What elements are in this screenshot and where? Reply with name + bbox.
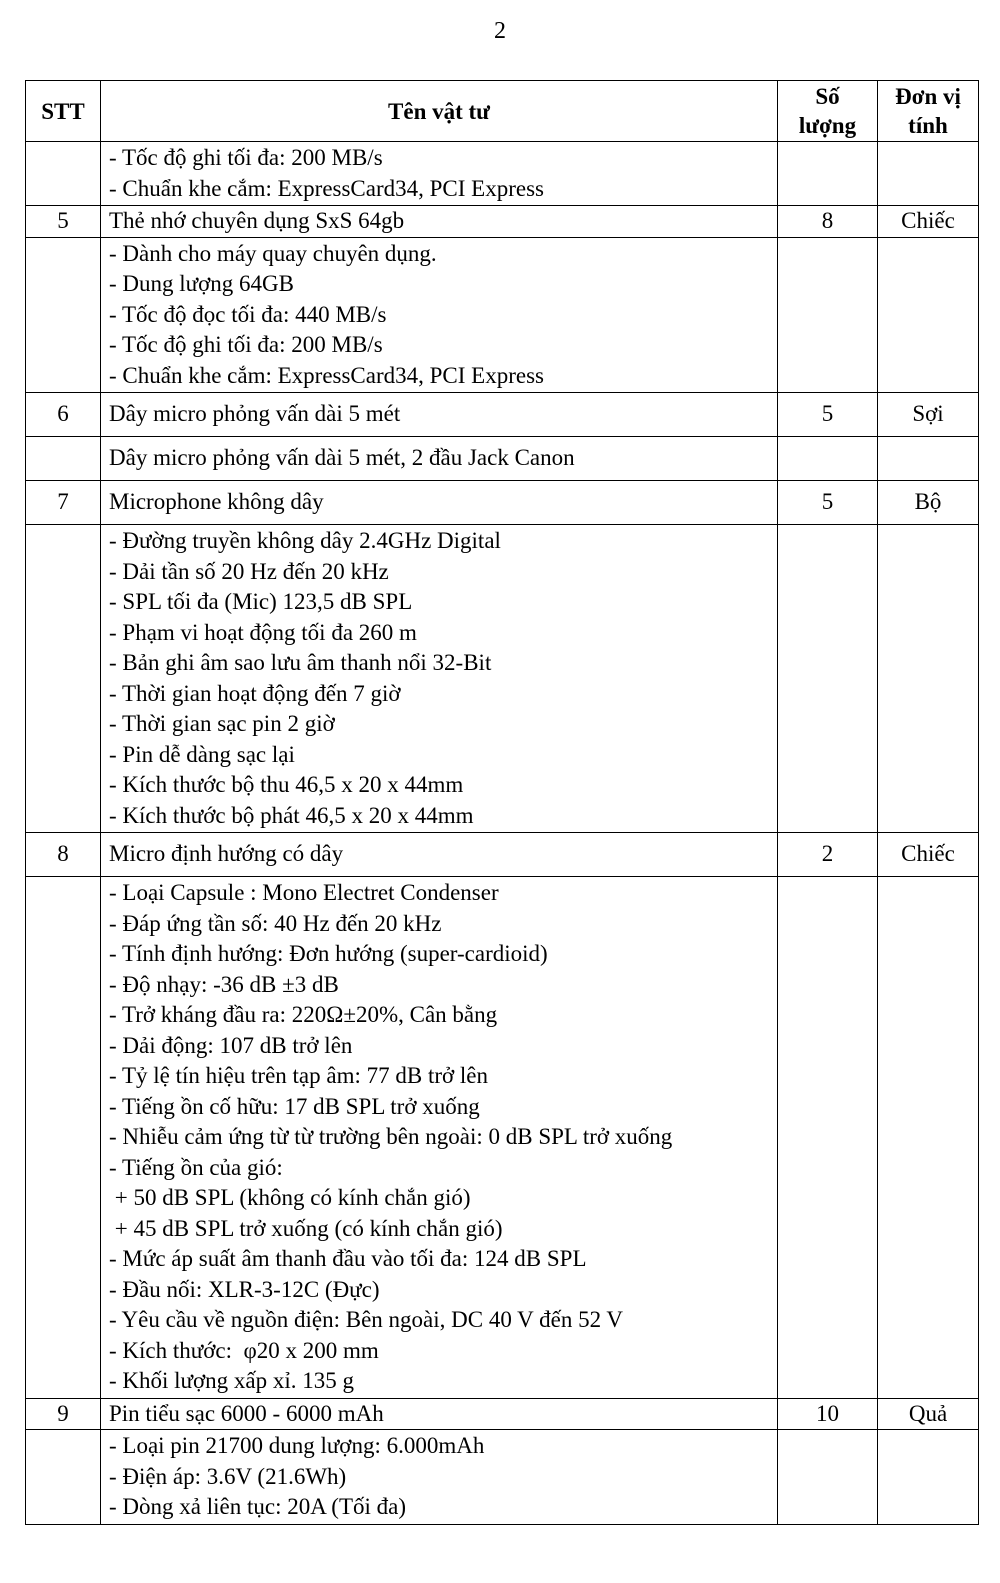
spec-stt-cell <box>26 525 101 833</box>
header-unit <box>878 81 979 142</box>
spec-line: - Tỷ lệ tín hiệu trên tạp âm: 77 dB trở lên <box>109 1063 489 1088</box>
table-body <box>26 142 979 1525</box>
spec-line: - Kích thước: φ20 x 200 mm <box>109 1337 379 1363</box>
spec-line: - Tiếng ồn của gió: <box>109 1154 283 1180</box>
spec-line: - Tốc độ ghi tối đa: 200 MB/s <box>109 332 383 357</box>
item-row <box>26 833 979 877</box>
spec-line: + 50 dB SPL (không có kính chắn gió) <box>109 1185 471 1210</box>
header-qty-line1: Số <box>815 84 840 109</box>
item-unit: Sợi <box>878 393 979 437</box>
spec-qty-cell <box>778 525 878 833</box>
spec-stt-cell <box>26 437 101 481</box>
spec-line: - Nhiễu cảm ứng từ từ trường bên ngoài: 0 dB SPL trở xuống <box>109 1124 673 1149</box>
spec-cell <box>101 525 778 833</box>
item-stt: 6 <box>26 393 101 437</box>
spec-row <box>26 237 979 393</box>
spec-line: - Kích thước bộ thu 46,5 x 20 x 44mm <box>109 772 464 797</box>
spec-unit-cell <box>878 437 979 481</box>
spec-qty-cell <box>778 237 878 393</box>
spec-qty-cell <box>778 437 878 481</box>
spec-line: - Thời gian sạc pin 2 giờ <box>109 711 335 736</box>
item-quantity: 5 <box>778 481 878 525</box>
spec-row <box>26 1430 979 1525</box>
spec-line: - Tính định hướng: Đơn hướng (super-cardioid) <box>109 941 548 966</box>
spec-line: - Đầu nối: XLR-3-12C (Đực) <box>109 1276 380 1302</box>
spec-line: - Loại pin 21700 dung lượng: 6.000mAh <box>109 1433 485 1458</box>
item-quantity: 2 <box>778 833 878 877</box>
spec-line: - Điện áp: 3.6V (21.6Wh) <box>109 1463 347 1489</box>
spec-stt-cell <box>26 1430 101 1525</box>
spec-line: - Dải tần số 20 Hz đến 20 kHz <box>109 558 389 584</box>
spec-unit-cell <box>878 525 979 833</box>
item-unit: Bộ <box>878 481 979 525</box>
spec-line: - Bản ghi âm sao lưu âm thanh nổi 32-Bit <box>109 650 492 675</box>
item-row <box>26 1398 979 1430</box>
item-quantity: 10 <box>778 1398 878 1430</box>
spec-line: Dây micro phỏng vấn dài 5 mét, 2 đầu Jack Canon <box>109 445 575 471</box>
spec-line: - Đường truyền không dây 2.4GHz Digital <box>109 528 501 553</box>
item-unit: Chiếc <box>878 206 979 238</box>
item-name: Microphone không dây <box>101 481 778 525</box>
spec-unit-cell <box>878 142 979 206</box>
spec-line: - Trở kháng đầu ra: 220Ω±20%, Cân bằng <box>109 1002 498 1027</box>
spec-line: - Khối lượng xấp xỉ. 135 g <box>109 1368 355 1393</box>
spec-stt-cell <box>26 142 101 206</box>
spec-row <box>26 877 979 1399</box>
item-name: Micro định hướng có dây <box>101 833 778 877</box>
spec-line: - Chuẩn khe cắm: ExpressCard34, PCI Express <box>109 175 545 201</box>
spec-row <box>26 525 979 833</box>
spec-line: - Độ nhạy: -36 dB ±3 dB <box>109 971 339 997</box>
spec-unit-cell <box>878 1430 979 1525</box>
item-stt: 5 <box>26 206 101 238</box>
item-unit: Quả <box>878 1398 979 1430</box>
spec-line: - Tốc độ đọc tối đa: 440 MB/s <box>109 301 387 327</box>
spec-line: - Tốc độ ghi tối đa: 200 MB/s <box>109 145 383 170</box>
continued-spec-cell <box>101 142 778 206</box>
spec-stt-cell <box>26 877 101 1399</box>
goods-table <box>25 80 979 1525</box>
item-name: Pin tiểu sạc 6000 - 6000 mAh <box>101 1398 778 1430</box>
spec-stt-cell <box>26 237 101 393</box>
spec-cell <box>101 237 778 393</box>
continued-spec-row <box>26 142 979 206</box>
spec-line: - Dòng xả liên tục: 20A (Tối đa) <box>109 1494 407 1519</box>
item-quantity: 5 <box>778 393 878 437</box>
header-unit-line2: tính <box>908 113 948 138</box>
item-quantity: 8 <box>778 206 878 238</box>
spec-line: + 45 dB SPL trở xuống (có kính chắn gió) <box>109 1215 503 1241</box>
header-unit-line1: Đơn vị <box>895 84 961 109</box>
item-row <box>26 481 979 525</box>
header-name: Tên vật tư <box>101 81 778 142</box>
item-name: Thẻ nhớ chuyên dụng SxS 64gb <box>101 206 778 238</box>
header-qty-line2: lượng <box>798 113 857 138</box>
spec-line: - SPL tối đa (Mic) 123,5 dB SPL <box>109 589 413 614</box>
spec-line: - Dải động: 107 dB trở lên <box>109 1032 353 1058</box>
item-name: Dây micro phỏng vấn dài 5 mét <box>101 393 778 437</box>
table-header-row <box>26 81 979 142</box>
spec-line: - Đáp ứng tần số: 40 Hz đến 20 kHz <box>109 910 442 936</box>
spec-cell <box>101 1430 778 1525</box>
item-row <box>26 393 979 437</box>
spec-qty-cell <box>778 877 878 1399</box>
spec-unit-cell <box>878 237 979 393</box>
item-stt: 7 <box>26 481 101 525</box>
spec-qty-cell <box>778 142 878 206</box>
spec-line: - Tiếng ồn cố hữu: 17 dB SPL trở xuống <box>109 1093 480 1119</box>
spec-qty-cell <box>778 1430 878 1525</box>
item-row <box>26 206 979 238</box>
spec-line: - Yêu cầu về nguồn điện: Bên ngoài, DC 40 V đến 52 V <box>109 1307 624 1332</box>
spec-line: - Thời gian hoạt động đến 7 giờ <box>109 680 401 706</box>
spec-line: - Dành cho máy quay chuyên dụng. <box>109 240 437 266</box>
spec-cell <box>101 877 778 1399</box>
spec-line: - Loại Capsule : Mono Electret Condenser <box>109 880 499 905</box>
page-number: 2 <box>494 18 506 44</box>
spec-line: - Dung lượng 64GB <box>109 271 294 296</box>
spec-line: - Phạm vi hoạt động tối đa 260 m <box>109 619 417 645</box>
header-qty <box>778 81 878 142</box>
header-stt: STT <box>26 81 101 142</box>
spec-line: - Chuẩn khe cắm: ExpressCard34, PCI Express <box>109 362 545 388</box>
item-stt: 9 <box>26 1398 101 1430</box>
spec-row <box>26 437 979 481</box>
spec-line: - Mức áp suất âm thanh đầu vào tối đa: 124 dB SPL <box>109 1246 587 1271</box>
spec-unit-cell <box>878 877 979 1399</box>
spec-line: - Kích thước bộ phát 46,5 x 20 x 44mm <box>109 802 474 828</box>
item-unit: Chiếc <box>878 833 979 877</box>
spec-cell <box>101 437 778 481</box>
spec-line: - Pin dễ dàng sạc lại <box>109 741 295 767</box>
item-stt: 8 <box>26 833 101 877</box>
